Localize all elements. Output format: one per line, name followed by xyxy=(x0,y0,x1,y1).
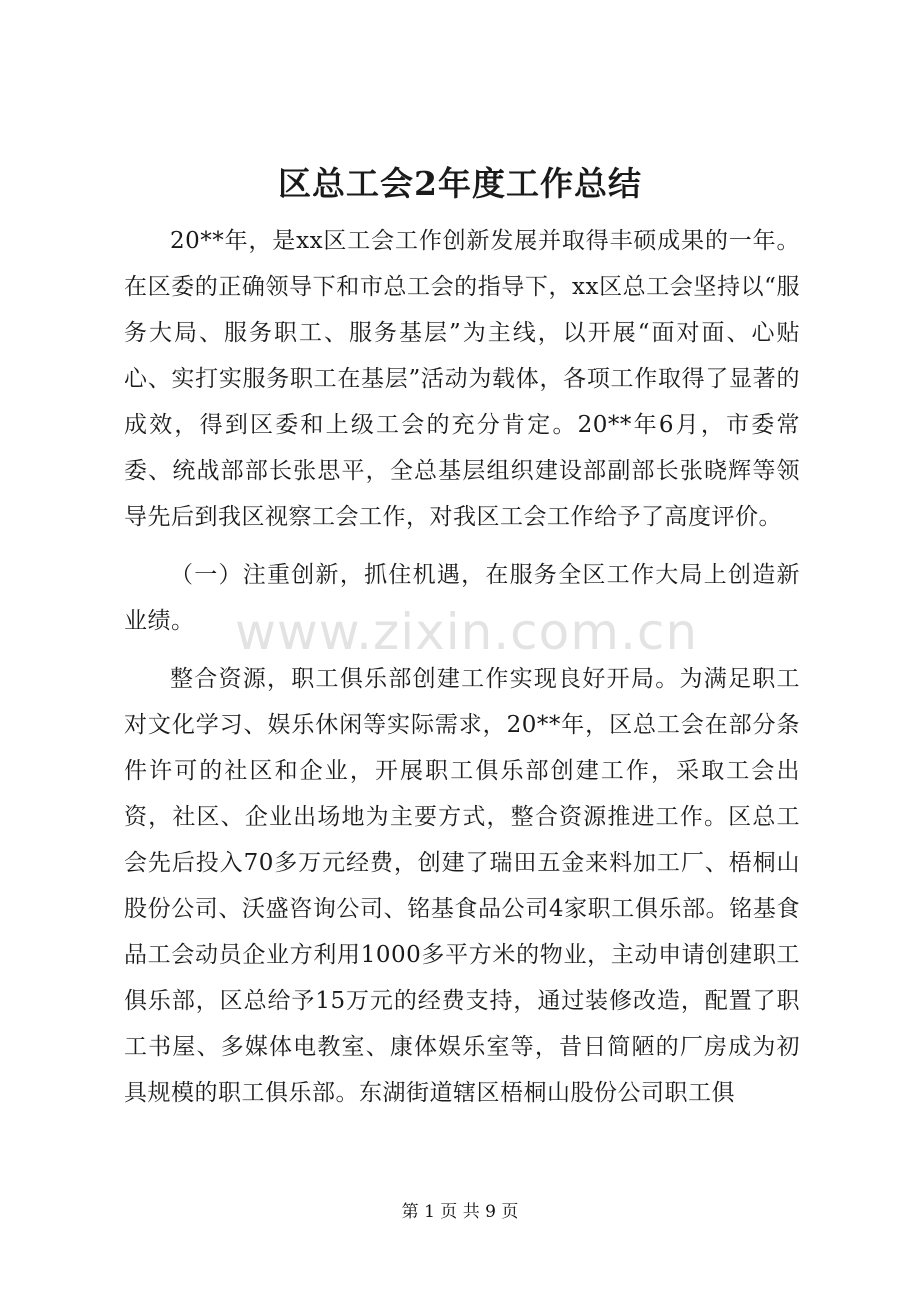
paragraph-section-heading: （一）注重创新，抓住机遇，在服务全区工作大局上创造新业绩。 xyxy=(124,562,800,634)
document-title: 区总工会2年度工作总结 xyxy=(278,164,642,203)
document-body xyxy=(124,218,800,1128)
page-footer: 第 1 页 共 9 页 xyxy=(401,1202,519,1222)
paragraph-club-work: 整合资源，职工俱乐部创建工作实现良好开局。为满足职工对文化学习、娱乐休闲等实际需求，20**年，区总工会在部分条件许可的社区和企业，开展职工俱乐部创建工作，采取工会出资，社区、企业出场地为主要方式，整合资源推进工作。区总工会先后投入70多万元经费，创建了瑞田五金来料加工厂、梧桐山股份公司、沃盛咨询公司、铭基食品公司4家职工俱乐部。铭基食品工会动员企业方利用1000多平方米的物业，主动申请创建职工俱乐部，区总给予15万元的经费支持，通过装修改造，配置了职工书屋、多媒体电教室、康体娱乐室等，昔日简陋的厂房成为初具规模的职工俱乐部。东湖街道辖区梧桐山股份公司职工俱 xyxy=(124,666,800,1106)
watermark-text: www.zixin.com.cn xyxy=(235,603,699,661)
paragraph-intro: 20**年，是xx区工会工作创新发展并取得丰硕成果的一年。在区委的正确领导下和市总工会的指导下，xx区总工会坚持以“服务大局、服务职工、服务基层”为主线，以开展“面对面、心贴心、实打实服务职工在基层”活动为载体，各项工作取得了显著的成效，得到区委和上级工会的充分肯定。20**年6月，市委常委、统战部部长张思平，全总基层组织建设部副部长张晓辉等领导先后到我区视察工会工作，对我区工会工作给予了高度评价。 xyxy=(124,228,800,530)
